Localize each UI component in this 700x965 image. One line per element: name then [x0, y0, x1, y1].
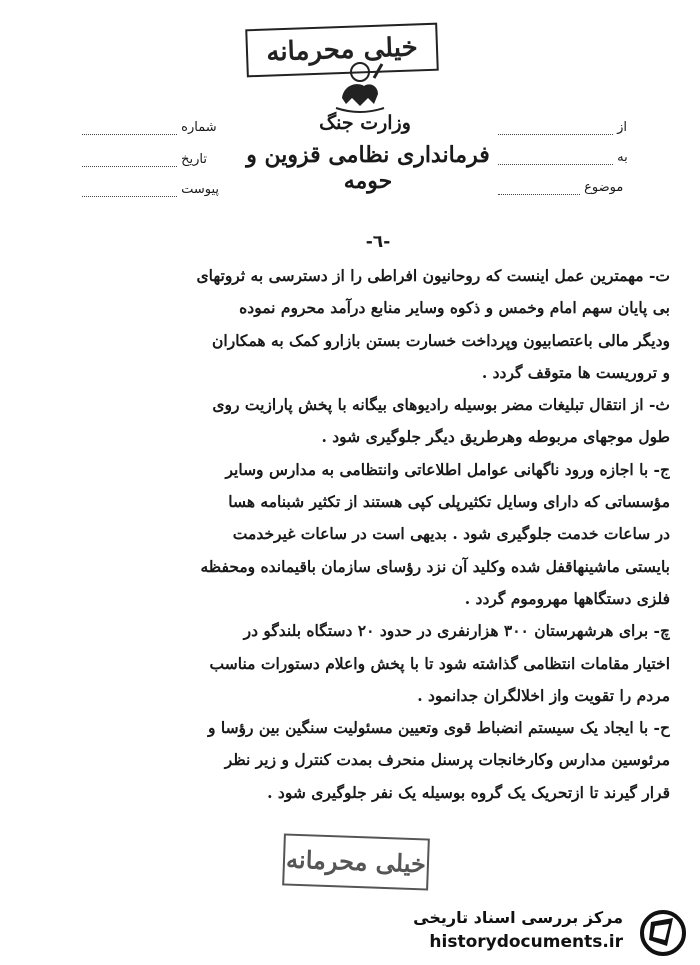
body-line: در ساعات خدمت جلوگیری شود . بدیهی است در ساعات غیرخدمت: [232, 524, 670, 544]
archive-url: historydocuments.ir: [429, 932, 623, 952]
body-line: ج- با اجازه ورود ناگهانی عوامل اطلاعاتی وانتظامی به مدارس وسایر: [225, 459, 670, 479]
confidential-stamp-top: خیلی محرمانه: [245, 23, 439, 78]
body-line: فلزی دستگاهها مهروموم گردد .: [464, 588, 670, 608]
body-line: مردم را تقویت واز اخلالگران جدانمود .: [417, 685, 670, 705]
from-label: از: [617, 120, 628, 135]
lion-and-sun-emblem-icon: [330, 58, 390, 114]
number-label: شماره: [181, 120, 217, 135]
date-field: [82, 152, 207, 167]
body-line: چ- برای هرشهرستان ٣٠٠ هزارنفری در حدود ٢٠ دستگاه بلندگو در: [243, 621, 670, 641]
body-line: بایستی ماشینهاقفل شده وکلید آن نزد رؤسای سازمان باقیمانده ومحفظه: [200, 556, 670, 576]
to-label: به: [617, 150, 628, 165]
body-line: ث- از انتقال تبلیغات مضر بوسیله رادیوهای بیگانه با پخش پارازیت روی: [212, 395, 670, 415]
body-line: ودیگر مالی باعتصابیون وپرداخت خسارت بستن بازارو کمک به همکاران: [212, 330, 670, 350]
body-line: مؤسساتی که دارای وسایل تکثیرپلی کپی هستند از تکثیر شبنامه هسا: [228, 492, 670, 512]
body-line: قرار گیرند تا ازتحریک یک گروه بوسیله یک نفر جلوگیری شود .: [267, 782, 670, 802]
body-line: طول موجهای مربوطه وهرطریق دیگر جلوگیری شود .: [321, 427, 670, 447]
body-line: ح- با ایجاد یک سیستم انضباط قوی وتعیین مسئولیت سنگین بین رؤسا و: [207, 718, 670, 738]
confidential-stamp-bottom: خیلی محرمانه: [282, 833, 430, 890]
date-label: تاریخ: [181, 152, 208, 167]
number-field: [82, 120, 217, 135]
from-field: [498, 120, 627, 135]
subject-field: [498, 180, 623, 195]
to-field: [498, 150, 628, 165]
archive-logo-icon: [637, 910, 689, 956]
body-line: و تروریست ها متوقف گردد .: [481, 362, 670, 382]
attachment-field: [82, 182, 219, 197]
archive-watermark: [395, 908, 695, 960]
archive-name: مرکز بررسی اسناد تاریخی: [413, 908, 623, 927]
office-title: فرمانداری نظامی قزوین و حومه: [246, 142, 490, 194]
page-number: -٦-: [365, 232, 391, 252]
subject-label: موضوع: [584, 180, 624, 195]
body-line: اختیار مقامات انتظامی گذاشته شود تا با پخش واعلام دستورات مناسب: [209, 653, 670, 673]
attachment-label: پیوست: [181, 182, 220, 197]
body-line: ت- مهمترین عمل اینست که روحانیون افراطی را از دسترسی به ثروتهای: [196, 266, 670, 285]
body-line: مرئوسین مدارس وکارخانجات پرسنل منحرف بمدت کنترل و زیر نظر: [224, 750, 670, 770]
body-line: بی پایان سهم امام وخمس و ذکوه وسایر منابع درآمد محروم نموده: [239, 298, 670, 318]
document-body: [95, 260, 670, 809]
ministry-title: وزارت جنگ: [319, 112, 411, 134]
